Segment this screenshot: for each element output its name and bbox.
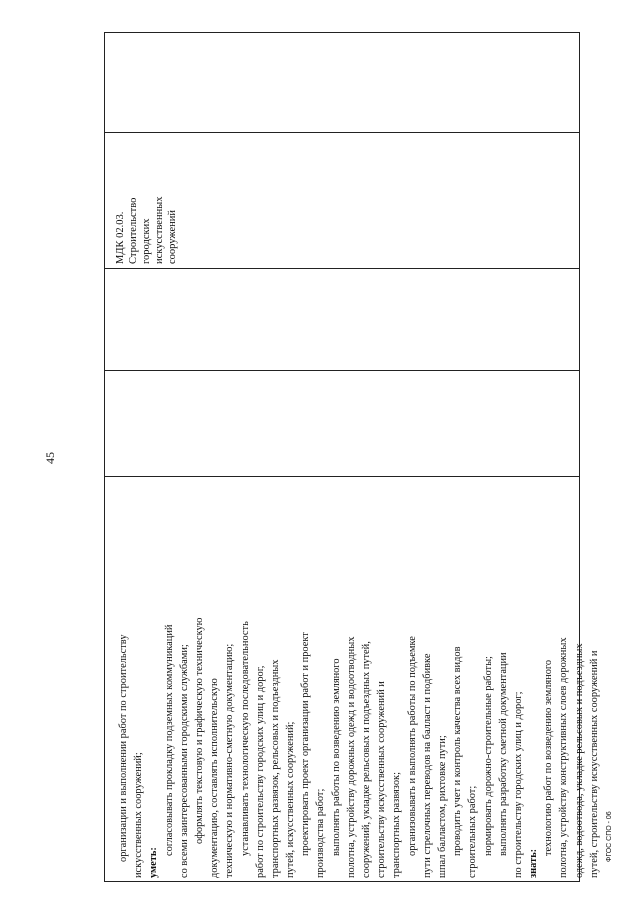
competency-line: проектировать проект организации работ и проект [300, 632, 312, 856]
mdk-cell [114, 64, 179, 264]
competency-line: оформлять текстовую и графическую техническую [193, 617, 205, 844]
competency-line: проводить учет и контроль качества всех видов [452, 646, 464, 856]
competency-line: искусственных сооружений; [133, 752, 145, 878]
competency-line: знать: [528, 848, 540, 878]
competency-line: шпал балластом, рихтовке пути; [436, 735, 448, 878]
competency-line: устанавливать технологическую последовательность [239, 621, 251, 856]
competency-line: полотна, устройству дорожных одежд и водоотводных [345, 636, 357, 878]
competency-line: строительству искусственных сооружений и [376, 681, 388, 878]
competency-line: документацию, составлять исполнительскую [209, 678, 221, 878]
competency-line: путей, искусственных сооружений; [285, 721, 297, 878]
mdk-line: сооружений [167, 209, 178, 264]
competency-line: работ по строительству городских улиц и дорог, [254, 665, 266, 878]
competency-line: полотна, устройству конструктивных слоев дорожных [558, 637, 570, 878]
competency-line: транспортных развязок; [391, 772, 403, 878]
competency-line: транспортных развязок, рельсовых и подъездных [269, 659, 281, 878]
competency-line: техническую и нормативно-сметную документацию; [224, 643, 236, 878]
competency-line: согласовывать прокладку подземных коммуникаций [163, 624, 175, 856]
competency-line: организации и выполнении работ по строительству [118, 634, 129, 862]
competency-line: технологию работ по возведению земляного [543, 659, 555, 856]
competency-line: выполнять разработку сметной документации [497, 652, 509, 856]
competency-line: пути стрелочных переводов на балласт и подбивке [421, 653, 433, 878]
competency-line: строительных работ; [467, 785, 479, 878]
competency-line: по строительству городских улиц и дорог; [512, 691, 524, 878]
mdk-line: Строительство [128, 197, 139, 264]
mdk-line: МДК 02.03. [115, 211, 126, 264]
competency-line: сооружений, укладке рельсовых и подъездных путей, [361, 641, 372, 878]
table-row-divider [104, 268, 580, 269]
table-row-divider [104, 370, 580, 371]
competency-line: производства работ; [315, 788, 327, 878]
page-number: 45 [43, 452, 57, 464]
competency-line: организовывать и выполнять работы по подъемке [406, 636, 418, 856]
competency-line: нормировать дорожно-строительные работы; [482, 656, 494, 856]
competency-line: со всеми заинтересованными городскими службами; [178, 644, 190, 878]
mdk-line: городских [141, 218, 152, 264]
table-row-divider [104, 476, 580, 477]
mdk-line: искусственных [154, 196, 165, 264]
footer-label: ФГОС СПО - 06 [606, 811, 613, 862]
competency-text-cell [116, 498, 600, 878]
competency-line: путей, строительству искусственных сооружений и [588, 650, 600, 878]
competency-line: одежд, водоотвода, укладке рельсовых и подъездных [573, 643, 585, 878]
competency-line: выполнять работы по возведению земляного [330, 658, 342, 856]
competency-line: уметь: [148, 847, 160, 878]
